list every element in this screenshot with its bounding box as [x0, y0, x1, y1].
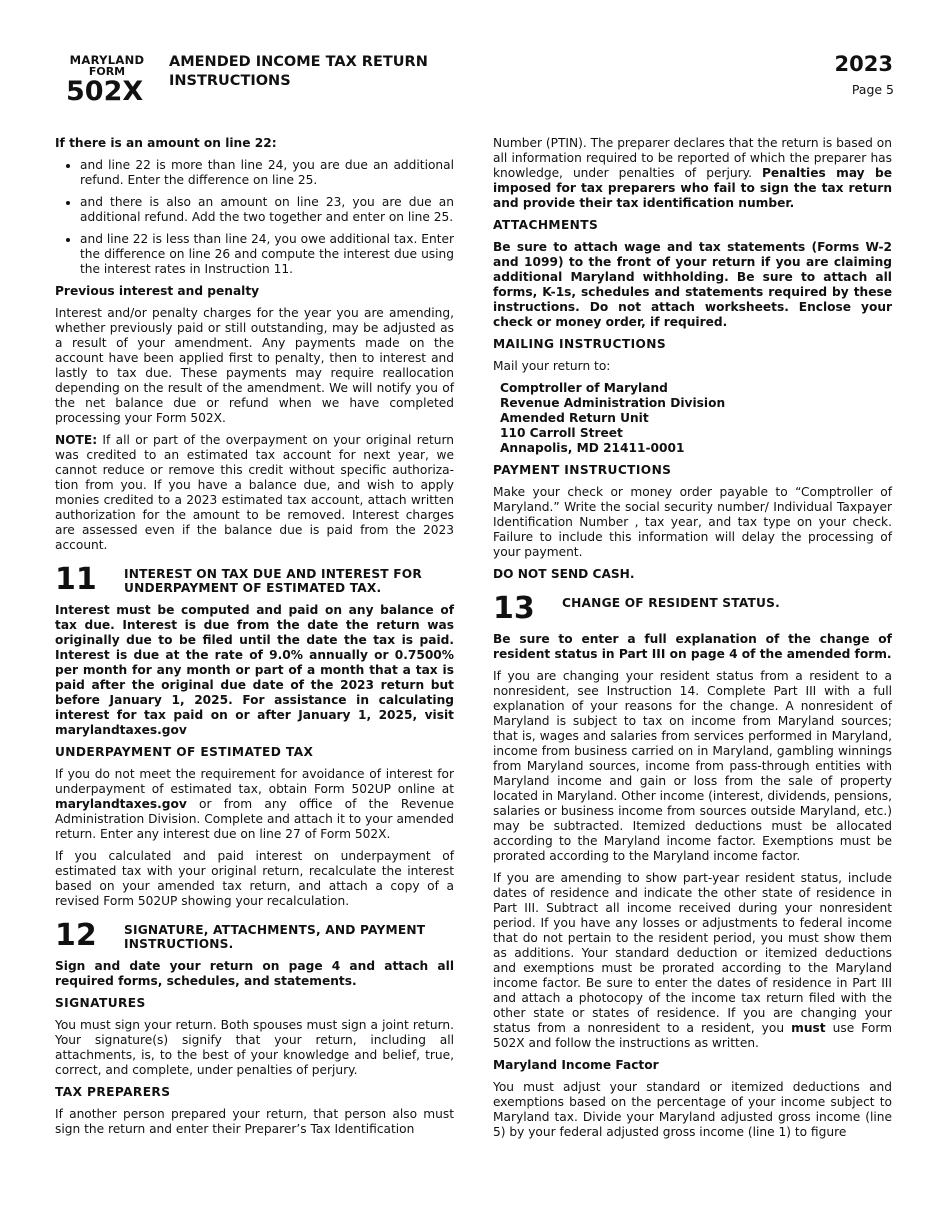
section-title: CHANGE OF RESIDENT STATUS. — [562, 596, 780, 610]
line22-heading: If there is an amount on line 22: — [55, 136, 277, 150]
income-factor-heading: Maryland Income Factor — [493, 1058, 659, 1072]
text-span: If you do not meet the requirement for avoidance of interest for underpayment of estimated tax, obtain Form 502UP online at — [55, 767, 454, 796]
list-item: • and line 22 is less than line 24, you owe additional tax. Enter the difference on line 26 and compute the interest due using the interest rates in Instruction 11. — [80, 232, 454, 277]
section-number: 12 — [55, 918, 97, 953]
text-span: If you are amending to show part-year resident status, include dates of residence and indicate the other state of residence in Part III. Subtract all income received during your nonresident period. If you have any losses or adjustments to federal income that do not pertain to the resident period, you must show them as additions. Your standard deduction or itemized deductions and exemptions must be prorated according to the Maryland income factor. Be sure to enter the dates of residence in Part III and attach a photocopy of the income tax return filed with the other state or states of residence. If you are changing your status from a nonresident to a resident, you — [493, 871, 892, 1035]
line22-list — [55, 158, 454, 277]
note-label: NOTE: — [55, 433, 98, 447]
address-line: Annapolis, MD 21411-0001 — [500, 441, 685, 455]
section-11-header — [55, 562, 454, 597]
note-text: If all or part of the overpayment on your original return was credited to an estimated tax account for next year, we cannot reduce or remove this credit without specific authorization from you. If you have a balance due, and wish to apply monies credited to a 2023 estimated tax account, attach written authorization for the amount to be removed. Interest charges are assessed even if the balance due is paid from the 2023 account. — [55, 433, 454, 552]
page-title: AMENDED INCOME TAX RETURN INSTRUCTIONS — [169, 54, 428, 89]
attachments-paragraph: Be sure to attach wage and tax statements (Forms W-2 and 1099) to the front of your return if you are claiming additional Maryland withholding. Be sure to attach all forms, K-1s, schedules and statements required by these instructions. Do not attach worksheets. Enclose your check or money order, if required. — [493, 240, 892, 329]
address-line: Revenue Administration Division — [500, 396, 726, 410]
section-title: SIGNATURE, ATTACHMENTS, AND PAYMENT INSTRUCTIONS. — [124, 923, 426, 951]
left-column — [55, 136, 454, 1144]
section-12-header — [55, 918, 454, 953]
mailing-intro: Mail your return to: — [493, 359, 611, 373]
state-name: MARYLAND — [69, 53, 145, 67]
section-13-paragraph-2 — [493, 871, 892, 1051]
website-link[interactable]: marylandtaxes.gov — [55, 797, 187, 811]
section-number: 11 — [55, 562, 97, 597]
form-logo — [64, 54, 150, 107]
mailing-address — [493, 381, 892, 456]
no-cash-notice: DO NOT SEND CASH. — [493, 567, 635, 581]
address-line: Amended Return Unit — [500, 411, 649, 425]
signatures-heading: SIGNATURES — [55, 996, 146, 1010]
signatures-paragraph: You must sign your return. Both spouses must sign a joint return. Your signature(s) signify that your return, including all attachments, is, to the best of your knowledge and belief, true, correct, and complete, under penalties of perjury. — [55, 1018, 454, 1077]
mailing-heading: MAILING INSTRUCTIONS — [493, 337, 667, 351]
underpayment-heading: UNDERPAYMENT OF ESTIMATED TAX — [55, 745, 314, 759]
list-item: • and there is also an amount on line 23, you are due an additional refund. Add the two together and enter on line 25. — [80, 195, 454, 225]
previous-interest-paragraph: Interest and/or penalty charges for the year you are amending, whether previously paid or still outstanding, may be adjusted as a result of your amendment. Any payments made on the account have been applied first to penalty, then to interest and lastly to tax due. These payments may require reallocation depending on the result of the amendment. We will notify you of the net balance due or refund when we have completed processing your Form 502X. — [55, 306, 454, 425]
attachments-heading: ATTACHMENTS — [493, 218, 599, 232]
right-column — [493, 136, 892, 1147]
underpayment-paragraph-1 — [55, 767, 454, 842]
underpayment-paragraph-2: If you calculated and paid interest on underpayment of estimated tax with your original return, recalculate the interest based on your amended tax return, and attach a copy of a revised Form 502UP showing your recalculation. — [55, 849, 454, 908]
text-span: use Form 502X and follow the instructions as written. — [493, 1021, 892, 1050]
tax-preparers-continued — [493, 136, 892, 211]
section-11-intro: Interest must be computed and paid on any balance of tax due. Interest is due from the date the return was originally due to be filed until the date the tax is paid. Interest is due at the rate of 9.0% annually or 0.7500% per month for any month or part of a month that a tax is paid after the original due date of the 2023 return but before January 1, 2025. For assistance in calculating interest for tax paid on or after January 1, 2025, visit marylandtaxes.gov — [55, 603, 454, 737]
section-13-intro: Be sure to enter a full explanation of the change of resident status in Part III on page 4 of the amended form. — [493, 632, 892, 661]
note-paragraph — [55, 433, 454, 553]
tax-year: 2023 — [834, 52, 893, 76]
income-factor-paragraph: You must adjust your standard or itemized deductions and exemptions based on the percentage of your income subject to Maryland tax. Divide your Maryland adjusted gross income (line 5) by your federal adjusted gross income (line 1) to figure — [493, 1080, 892, 1139]
tax-preparers-heading: TAX PREPARERS — [55, 1085, 171, 1099]
penalty-warning: Penalties may be imposed for tax preparers who fail to sign the tax return and provide their tax identification number. — [493, 166, 892, 210]
form-number: 502X — [66, 76, 144, 107]
payment-heading: PAYMENT INSTRUCTIONS — [493, 463, 672, 477]
payment-paragraph: Make your check or money order payable to “Comptroller of Maryland.” Write the social security number/ Individual Taxpayer Identification Number , tax year, and tax type on your check. Failure to include this information will delay the processing of your payment. — [493, 485, 892, 559]
section-13-paragraph-1: If you are changing your resident status from a resident to a nonresident, see Instruction 14. Complete Part III with a full explanation of your reasons for the change. A nonresident of Maryland is subject to tax on income from Maryland sources; that is, wages and salaries from services performed in Maryland, income from business carried on in Maryland, gambling winnings from Maryland sources, income from pass-through entities with Maryland income and gain or loss from the sale of property located in Maryland. Other income (interest, dividends, pensions, salaries or business income from sources outside Maryland, etc.) may be subtracted. Itemized deductions must be allocated according to the Maryland income factor. Exemptions must be prorated according to the Maryland income factor. — [493, 669, 893, 863]
address-line: Comptroller of Maryland — [500, 381, 668, 395]
tax-preparers-paragraph: If another person prepared your return, that person also must sign the return and enter their Preparer’s Tax Identification — [55, 1107, 454, 1136]
section-12-intro: Sign and date your return on page 4 and attach all required forms, schedules, and statements. — [55, 959, 454, 988]
form-label: FORM — [88, 65, 126, 78]
section-title: INTEREST ON TAX DUE AND INTEREST FOR UNDERPAYMENT OF ESTIMATED TAX. — [124, 567, 422, 595]
section-13-header — [493, 591, 892, 626]
section-number: 13 — [493, 591, 535, 626]
list-item: • and line 22 is more than line 24, you are due an additional refund. Enter the difference on line 25. — [80, 158, 454, 188]
page-number: Page 5 — [851, 82, 894, 97]
previous-interest-heading: Previous interest and penalty — [55, 284, 260, 298]
emphasis: must — [791, 1021, 826, 1035]
text-span: Number (PTIN). The preparer declares that the return is based on all information required to be reported of which the preparer has knowledge, under penalties of perjury. — [493, 136, 892, 180]
text-span: or from any office of the Revenue Administration Division. Complete and attach it to your amended return. Enter any interest due on line 27 of Form 502X. — [55, 797, 454, 841]
address-line: 110 Carroll Street — [500, 426, 623, 440]
